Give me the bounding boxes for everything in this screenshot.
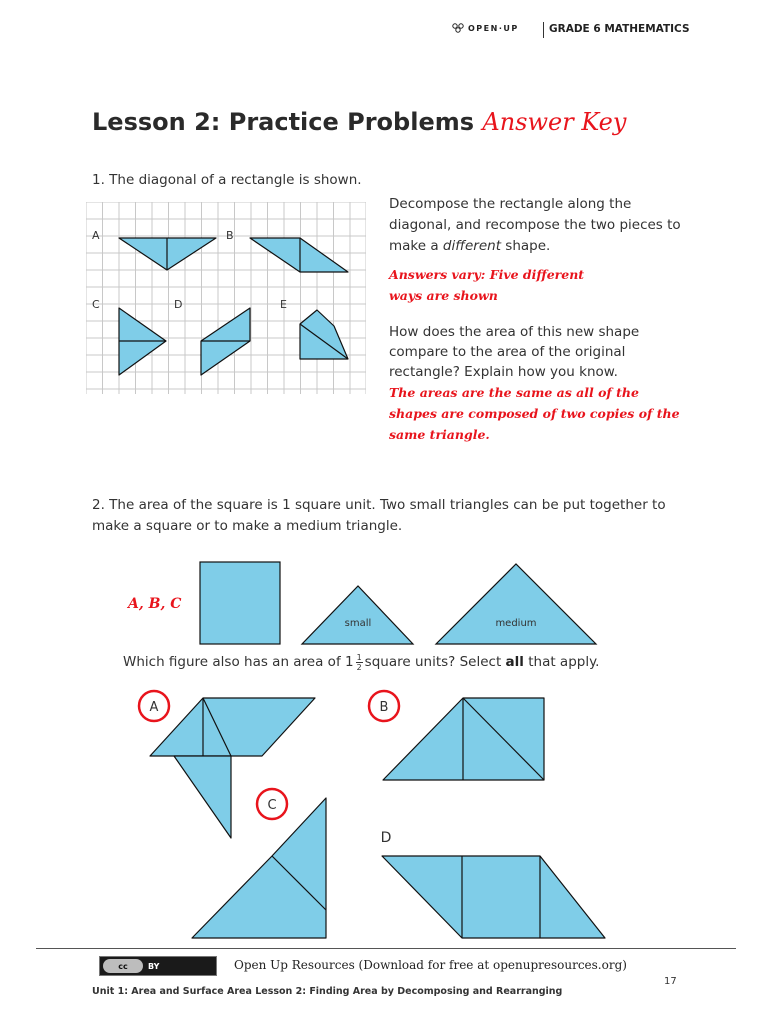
medium-label: medium — [495, 618, 537, 629]
small-label: small — [344, 618, 372, 629]
grade-label: GRADE 6 MATHEMATICS — [549, 23, 690, 35]
page-title — [92, 108, 626, 136]
cc-by-badge — [99, 956, 217, 976]
problem1-answer1: Answers vary: Five different ways are shown — [389, 267, 585, 303]
option-a-triangle — [174, 756, 231, 838]
title-main: Lesson 2: Practice Problems — [92, 108, 475, 136]
instruction-end: shape. — [501, 238, 551, 254]
answer-options-figure — [130, 686, 610, 942]
by-icon: BY — [148, 961, 160, 971]
shape-e — [300, 310, 348, 359]
footer-unit-line: Unit 1: Area and Surface Area Lesson 2: Finding Area by Decomposing and Rearranging — [92, 986, 563, 997]
problem2-question — [123, 652, 599, 673]
instruction-text: Decompose the rectangle along the diagonal, and recompose the two pieces to make a — [389, 196, 681, 254]
grid-label-c: C — [92, 298, 100, 311]
question-start: Which figure also has an area of 1 — [123, 654, 354, 670]
problem1-instruction — [389, 194, 689, 257]
medium-triangle — [436, 564, 596, 644]
small-triangle — [302, 586, 413, 644]
option-a-label: A — [149, 700, 159, 715]
option-c-shape — [192, 798, 326, 938]
logo-icon — [452, 23, 464, 33]
logo-text: OPEN·UP — [468, 23, 519, 33]
page-number: 17 — [664, 976, 677, 987]
instruction-emphasis: different — [442, 238, 501, 254]
question-middle: square units? Select — [364, 654, 502, 670]
problem1-answer2: The areas are the same as all of the shapes are composed of two copies of the same triangle. — [389, 385, 680, 442]
option-c-label: C — [267, 798, 277, 813]
problem2-prompt: 2. The area of the square is 1 square unit. Two small triangles can be put together to make a square or to make a medium triangle. — [92, 497, 666, 534]
option-a-parallelogram — [150, 698, 315, 756]
problem1-grid-figure — [86, 202, 366, 394]
problem2-answer: A, B, C — [128, 596, 182, 612]
footer-divider — [36, 948, 736, 949]
fraction-denominator: 2 — [356, 663, 362, 672]
grid-label-d: D — [174, 298, 183, 311]
answer-key-label: Answer Key — [482, 108, 627, 136]
unit-square — [200, 562, 280, 644]
fraction-numerator: 1 — [356, 653, 362, 662]
reference-shapes — [195, 556, 605, 648]
open-up-logo — [452, 23, 519, 33]
header-separator — [543, 22, 544, 38]
footer-source: Open Up Resources (Download for free at openupresources.org) — [234, 958, 627, 972]
grid-label-a: A — [92, 229, 100, 242]
fraction-one-half — [356, 653, 363, 672]
option-b-label: B — [379, 700, 389, 715]
grid-label-e: E — [280, 298, 287, 311]
problem1-prompt: 1. The diagonal of a rectangle is shown. — [92, 172, 362, 188]
grid-label-b: B — [226, 229, 234, 242]
cc-icon: cc — [103, 959, 143, 973]
problem1-question: How does the area of this new shape compare to the area of the original rectangle? Explain how you know. — [389, 324, 640, 380]
option-d-shape — [382, 856, 605, 938]
question-bold: all — [505, 654, 524, 670]
option-d-label[interactable]: D — [380, 830, 392, 846]
question-end: that apply. — [528, 654, 600, 670]
